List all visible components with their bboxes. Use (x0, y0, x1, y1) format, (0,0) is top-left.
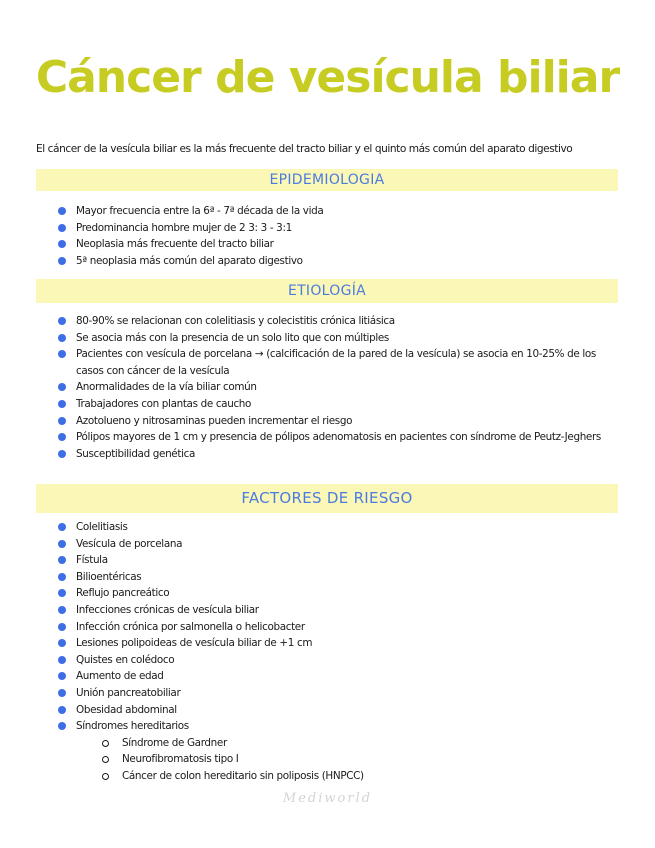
bullet-icon (58, 656, 66, 664)
watermark-logo: Mediworld (282, 791, 373, 806)
list-item: Pacientes con vesícula de porcelana → (calcificación de la pared de la vesícula) se asocia en 10-25% de los casos con cáncer de la vesícula (58, 346, 608, 379)
bullet-icon (58, 417, 66, 425)
list-item: Unión pancreatobiliar (58, 685, 618, 702)
sublist-item: Cáncer de colon hereditario sin poliposis (HNPCC) (102, 768, 618, 785)
list-item: Infecciones crónicas de vesícula biliar (58, 602, 618, 619)
bullet-icon (58, 606, 66, 614)
list-item: Lesiones polipoideas de vesícula biliar de +1 cm (58, 635, 618, 652)
bullet-icon (58, 317, 66, 325)
list-item: Infección crónica por salmonella o helicobacter (58, 619, 618, 636)
bullet-icon (58, 523, 66, 531)
sublist-item: Síndrome de Gardner (102, 735, 618, 752)
list-item: Pólipos mayores de 1 cm y presencia de pólipos adenomatosis en pacientes con síndrome de Peutz-Jeghers (58, 429, 608, 446)
bullet-icon (58, 589, 66, 597)
bullet-icon (58, 334, 66, 342)
factores-de-riesgo-list (58, 519, 618, 785)
bullet-icon (58, 450, 66, 458)
list-item: Anormalidades de la vía biliar común (58, 379, 608, 396)
bullet-icon (58, 400, 66, 408)
section-header-factores-de-riesgo: FACTORES DE RIESGO (36, 484, 618, 513)
list-item: Colelitiasis (58, 519, 618, 536)
hollow-bullet-icon (102, 740, 109, 747)
list-item: 5ª neoplasia más común del aparato digestivo (58, 253, 618, 270)
bullet-icon (58, 639, 66, 647)
hereditary-syndromes-sublist (76, 735, 618, 785)
list-item: Bilioentéricas (58, 569, 618, 586)
list-item: Se asocia más con la presencia de un solo lito que con múltiples (58, 330, 608, 347)
bullet-icon (58, 240, 66, 248)
etiologia-list (58, 313, 608, 462)
bullet-icon (58, 722, 66, 730)
bullet-icon (58, 350, 66, 358)
bullet-icon (58, 623, 66, 631)
list-item: Predominancia hombre mujer de 2 3: 3 - 3:1 (58, 220, 618, 237)
list-item: Trabajadores con plantas de caucho (58, 396, 608, 413)
list-item: Obesidad abdominal (58, 702, 618, 719)
list-item: Azotolueno y nitrosaminas pueden incrementar el riesgo (58, 413, 608, 430)
list-item: Síndromes hereditarios Síndrome de Gardner Neurofibromatosis tipo I Cáncer de colon hereditario sin poliposis (HNPCC) (58, 718, 618, 784)
list-item: Neoplasia más frecuente del tracto biliar (58, 236, 618, 253)
list-item: Aumento de edad (58, 668, 618, 685)
list-item: Fístula (58, 552, 618, 569)
list-item: Mayor frecuencia entre la 6ª - 7ª década de la vida (58, 203, 618, 220)
list-item: Susceptibilidad genética (58, 446, 608, 463)
bullet-icon (58, 706, 66, 714)
hollow-bullet-icon (102, 756, 109, 763)
bullet-icon (58, 383, 66, 391)
bullet-icon (58, 672, 66, 680)
bullet-icon (58, 207, 66, 215)
bullet-icon (58, 257, 66, 265)
bullet-icon (58, 433, 66, 441)
bullet-icon (58, 540, 66, 548)
list-item: 80-90% se relacionan con colelitiasis y colecistitis crónica litiásica (58, 313, 608, 330)
bullet-icon (58, 573, 66, 581)
hollow-bullet-icon (102, 773, 109, 780)
intro-paragraph: El cáncer de la vesícula biliar es la más frecuente del tracto biliar y el quinto más común del aparato digestivo (36, 143, 573, 155)
list-item: Reflujo pancreático (58, 585, 618, 602)
list-item: Quistes en colédoco (58, 652, 618, 669)
epidemiologia-list (58, 203, 618, 269)
bullet-icon (58, 556, 66, 564)
sublist-item: Neurofibromatosis tipo I (102, 751, 618, 768)
bullet-icon (58, 224, 66, 232)
section-header-epidemiologia: EPIDEMIOLOGIA (36, 169, 618, 191)
document-title: Cáncer de vesícula biliar (35, 52, 620, 103)
bullet-icon (58, 689, 66, 697)
section-header-etiologia: ETIOLOGÍA (36, 279, 618, 303)
list-item: Vesícula de porcelana (58, 536, 618, 553)
